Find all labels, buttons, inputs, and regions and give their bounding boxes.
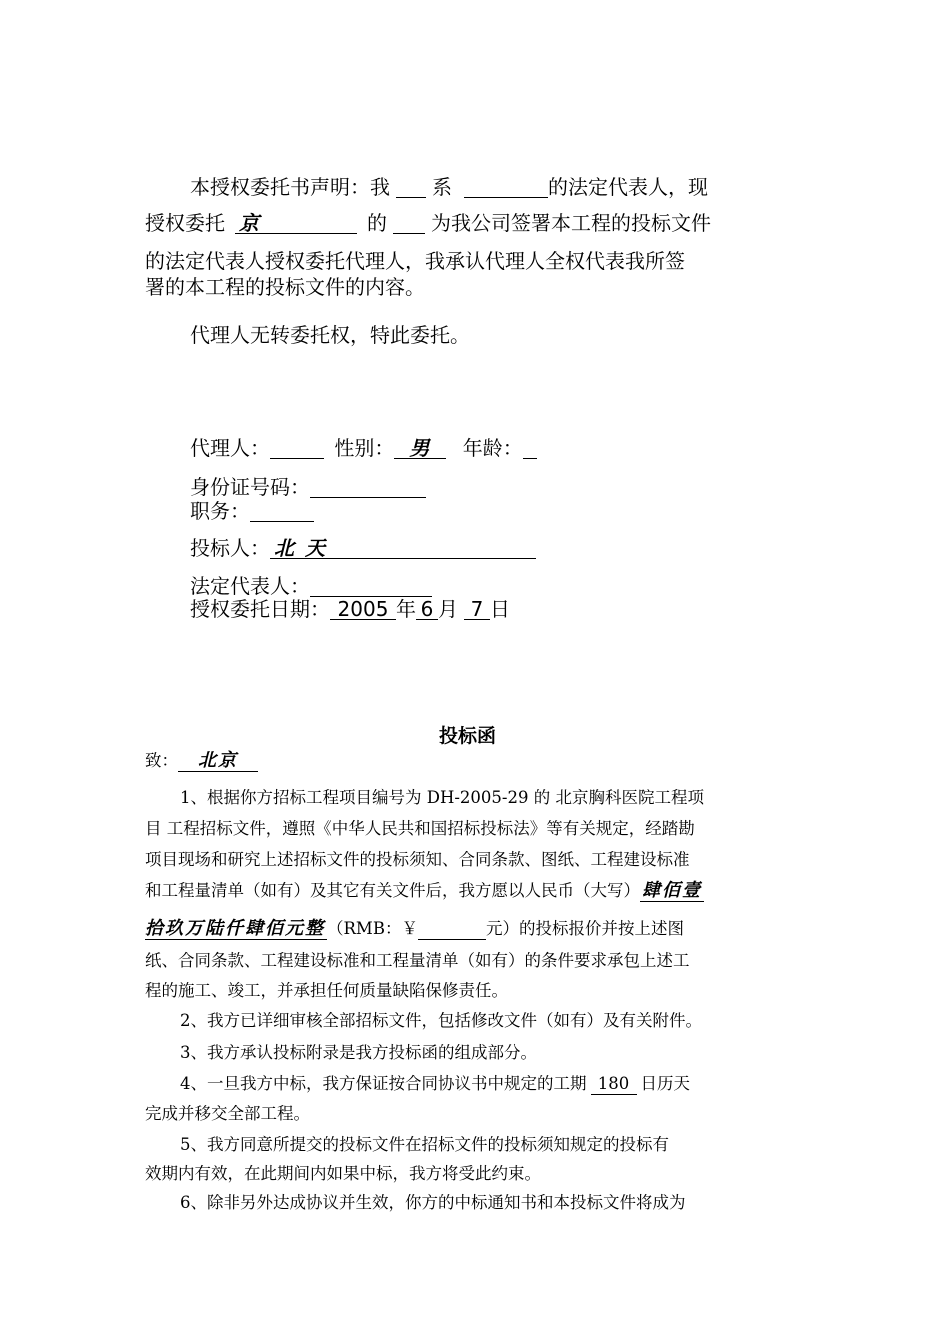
gender-value: 男: [394, 438, 446, 459]
blank-id-number: [310, 477, 426, 498]
bid-text: （RMB：￥: [327, 919, 418, 938]
id-number-label: 身份证号码：: [190, 475, 310, 499]
auth-paragraph-line-4: 署的本工程的投标文件的内容。: [145, 275, 425, 299]
bid-line-5: [145, 918, 684, 940]
amount-in-words-part2: 拾玖万陆仟肆佰元整: [145, 918, 325, 939]
auth-text: 为我公司签署本工程的投标文件: [431, 211, 711, 235]
blank-age: [523, 438, 537, 459]
bidder-label: 投标人：: [190, 536, 270, 560]
year-char: 年: [396, 597, 416, 621]
date-month: 6: [416, 599, 438, 620]
bid-text: 和工程量清单（如有）及其它有关文件后，我方愿以人民币（大写）: [145, 881, 640, 900]
to-label: 致：: [145, 751, 178, 770]
id-number-line: [190, 475, 426, 499]
bid-text: 日历天: [640, 1074, 690, 1093]
auth-text: 授权委托: [145, 211, 225, 235]
bid-line-8: 2、我方已详细审核全部招标文件，包括修改文件（如有）及有关附件。: [180, 1011, 702, 1030]
auth-paragraph-2: 代理人无转委托权，特此委托。: [190, 323, 470, 347]
bid-line-1: 1、根据你方招标工程项目编号为 DH-2005-29 的 北京胸科医院工程项: [180, 788, 704, 807]
bid-line-4: [145, 880, 704, 902]
auth-text: 系: [432, 175, 452, 199]
bid-line-12: 5、我方同意所提交的投标文件在招标文件的投标须知规定的投标有: [180, 1135, 669, 1154]
bid-line-7: 程的施工、竣工，并承担任何质量缺陷保修责任。: [145, 981, 508, 1000]
auth-text: 本授权委托书声明：我: [190, 175, 390, 199]
gender-label: 性别：: [334, 436, 395, 460]
position-line: [190, 499, 314, 523]
legal-rep-line: [190, 574, 432, 598]
day-char: 日: [490, 597, 510, 621]
date-year: 2005: [330, 599, 396, 620]
agent-label: 代理人：: [190, 436, 270, 460]
auth-paragraph-line-3: 的法定代表人授权委托代理人，我承认代理人全权代表我所签: [145, 249, 685, 273]
to-value: 北京: [178, 751, 258, 772]
bid-text: 4、一旦我方中标，我方保证按合同协议书中规定的工期: [180, 1074, 587, 1093]
bid-text: 元）的投标报价并按上述图: [485, 919, 684, 938]
bidder-value: 北 天: [270, 538, 536, 559]
date-label: 授权委托日期：: [190, 597, 330, 621]
auth-paragraph-line-1: [190, 175, 708, 199]
bid-line-11: 完成并移交全部工程。: [145, 1104, 310, 1123]
agent-company-fill: 京: [235, 213, 357, 234]
bid-line-9: 3、我方承认投标附录是我方投标函的组成部分。: [180, 1043, 537, 1062]
month-char: 月: [438, 597, 458, 621]
duration-days: 180: [591, 1074, 637, 1095]
auth-text: 的法定代表人，现: [548, 175, 708, 199]
blank-legal-rep: [310, 576, 432, 597]
auth-paragraph-line-2: [145, 211, 711, 235]
bid-letter-title: 投标函: [439, 725, 497, 747]
blank-company-name: [464, 177, 548, 198]
legal-rep-label: 法定代表人：: [190, 574, 310, 598]
blank-amount-rmb: [418, 919, 486, 940]
amount-in-words-part1: 肆佰壹: [642, 880, 702, 901]
blank-agent: [270, 438, 324, 459]
bidder-line: [190, 536, 536, 560]
date-line: [190, 597, 510, 621]
date-day: 7: [464, 599, 490, 620]
position-label: 职务：: [190, 499, 250, 523]
auth-text: 的: [367, 211, 387, 235]
blank-position: [250, 501, 314, 522]
age-label: 年龄：: [462, 436, 523, 460]
bid-line-6: 纸、合同条款、工程建设标准和工程量清单（如有）的条件要求承包上述工: [145, 951, 690, 970]
blank-grantor-name: [396, 177, 426, 198]
to-line: [145, 750, 258, 772]
agent-info-line: [190, 436, 537, 460]
bid-line-2: 目 工程招标文件，遵照《中华人民共和国招标投标法》等有关规定，经踏勘: [145, 819, 695, 838]
bid-line-3: 项目现场和研究上述招标文件的投标须知、合同条款、图纸、工程建设标准: [145, 850, 690, 869]
bid-line-10: [180, 1073, 690, 1095]
bid-line-14: 6、除非另外达成协议并生效，你方的中标通知书和本投标文件将成为: [180, 1193, 686, 1212]
blank-agent-name: [393, 213, 425, 234]
bid-line-13: 效期内有效，在此期间内如果中标，我方将受此约束。: [145, 1164, 541, 1183]
